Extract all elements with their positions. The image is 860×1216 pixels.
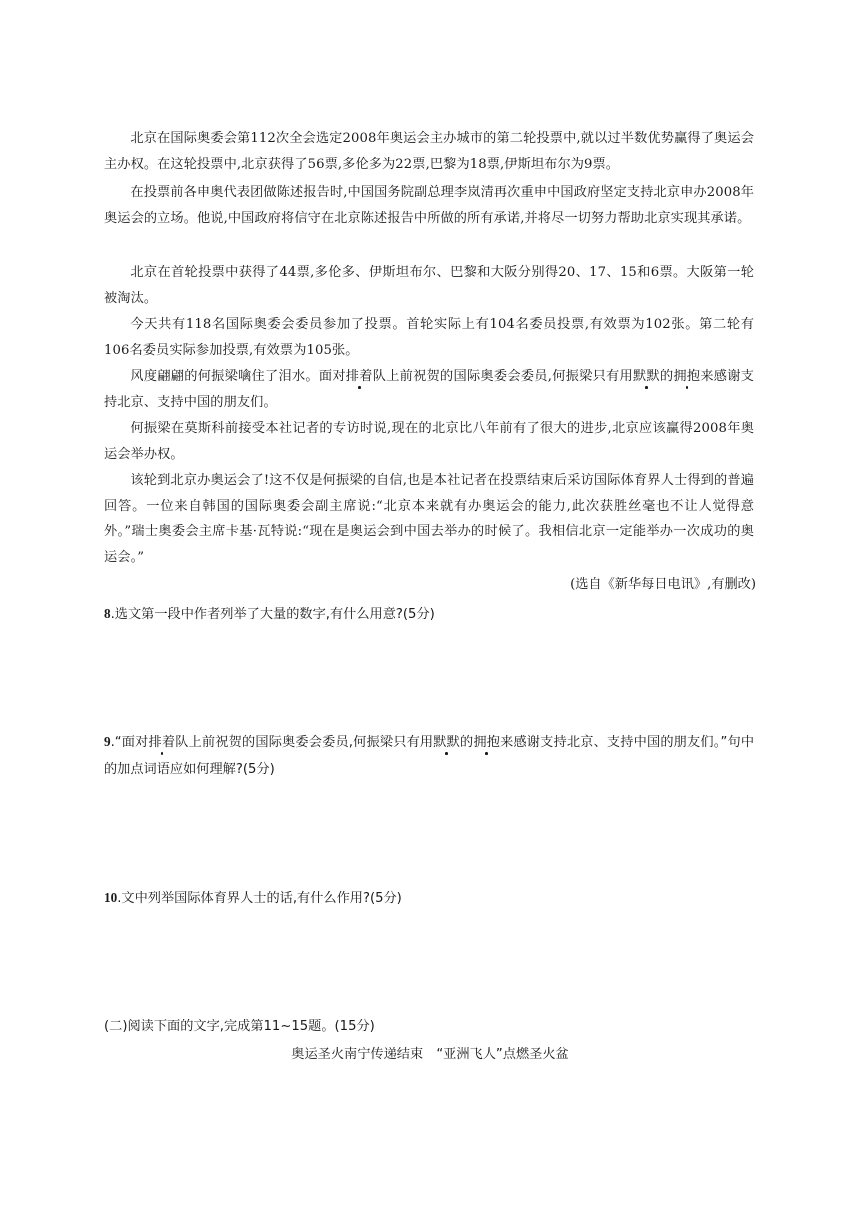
q9-dotted-word-paizhe: 排着 <box>148 735 176 750</box>
question-10-text: .文中列举国际体育界人士的话,有什么作用?(5分) <box>117 891 402 906</box>
question-9-number: 9 <box>104 734 111 749</box>
article-paragraph-5 <box>104 364 754 415</box>
q9-dotted-word-momo: 默默 <box>433 735 461 750</box>
q9-dotted-word-yongbao: 拥抱 <box>473 735 501 750</box>
article-paragraph-4: 今天共有118名国际奥委会委员参加了投票。首轮实际上有104名委员投票,有效票为102张。第二轮有106名委员实际参加投票,有效票为105张。 <box>104 317 754 358</box>
p5-text-after: 来感谢支持北京、支持中国的朋友们。 <box>104 369 755 410</box>
article-paragraph-2: 在投票前各申奥代表团做陈述报告时,中国国务院副总理李岚清再次重申中国政府坚定支持北京申办2008年奥运会的立场。他说,中国政府将信守在北京陈述报告中所做的所有承诺,并将尽一切努力帮助北京实现其承诺。 <box>104 185 754 226</box>
article-source: (选自《新华每日电讯》,有删改) <box>570 577 756 592</box>
article-paragraph-7: 该轮到北京办奥运会了!这不仅是何振梁的自信,也是本社记者在投票结束后采访国际体育界人士得到的普遍回答。一位来自韩国的国际奥委会副主席说:“北京本来就有办奥运会的能力,此次获胜丝毫也不让人觉得意外。”瑞士奥委会主席卡基·瓦特说:“现在是奥运会到中国去举办的时候了。我相信北京一定能举办一次成功的奥运会。” <box>104 473 754 565</box>
p5-text-mid-2: 的 <box>659 369 674 384</box>
article-paragraph-3: 北京在首轮投票中获得了44票,多伦多、伊斯坦布尔、巴黎和大阪分别得20、17、15和6票。大阪第一轮被淘汰。 <box>104 265 754 306</box>
question-9-text-after: 来感谢支持北京、支持中国的朋友们。”句中的加点词语应如何理解?(5分) <box>104 735 755 777</box>
question-9-text-mid-2: 的 <box>460 735 474 750</box>
p5-dotted-word-momo: 默默 <box>633 369 660 384</box>
question-8-number: 8 <box>104 606 111 621</box>
p5-dotted-word-yongbao: 拥抱 <box>673 369 701 384</box>
question-8-text: .选文第一段中作者列举了大量的数字,有什么用意?(5分) <box>110 607 435 622</box>
question-9-text-before: .“面对 <box>110 735 149 750</box>
p5-text-before: 风度翩翩的何振梁噙住了泪水。面对 <box>130 369 346 384</box>
section-2-heading: (二)阅读下面的文字,完成第11~15题。(15分) <box>104 1019 375 1034</box>
question-10 <box>104 884 754 912</box>
question-10-number: 10 <box>104 890 118 905</box>
question-9 <box>104 728 754 783</box>
question-8 <box>104 600 754 628</box>
p5-text-mid-1: 队上前祝贺的国际奥委会委员,何振梁只有用 <box>372 369 633 384</box>
article-paragraph-1: 北京在国际奥委会第112次全会选定2008年奥运会主办城市的第二轮投票中,就以过半数优势赢得了奥运会主办权。在这轮投票中,北京获得了56票,多伦多为22票,巴黎为18票,伊斯坦布尔为9票。 <box>104 131 754 172</box>
p5-dotted-word-paizhe: 排着 <box>345 369 373 384</box>
question-9-text-mid-1: 队上前祝贺的国际奥委会委员,何振梁只有用 <box>175 735 434 750</box>
article-paragraph-6: 何振梁在莫斯科前接受本社记者的专访时说,现在的北京比八年前有了很大的进步,北京应该赢得2008年奥运会举办权。 <box>104 421 754 462</box>
section-2-article-title: 奥运圣火南宁传递结束 “亚洲飞人”点燃圣火盆 <box>291 1047 569 1062</box>
